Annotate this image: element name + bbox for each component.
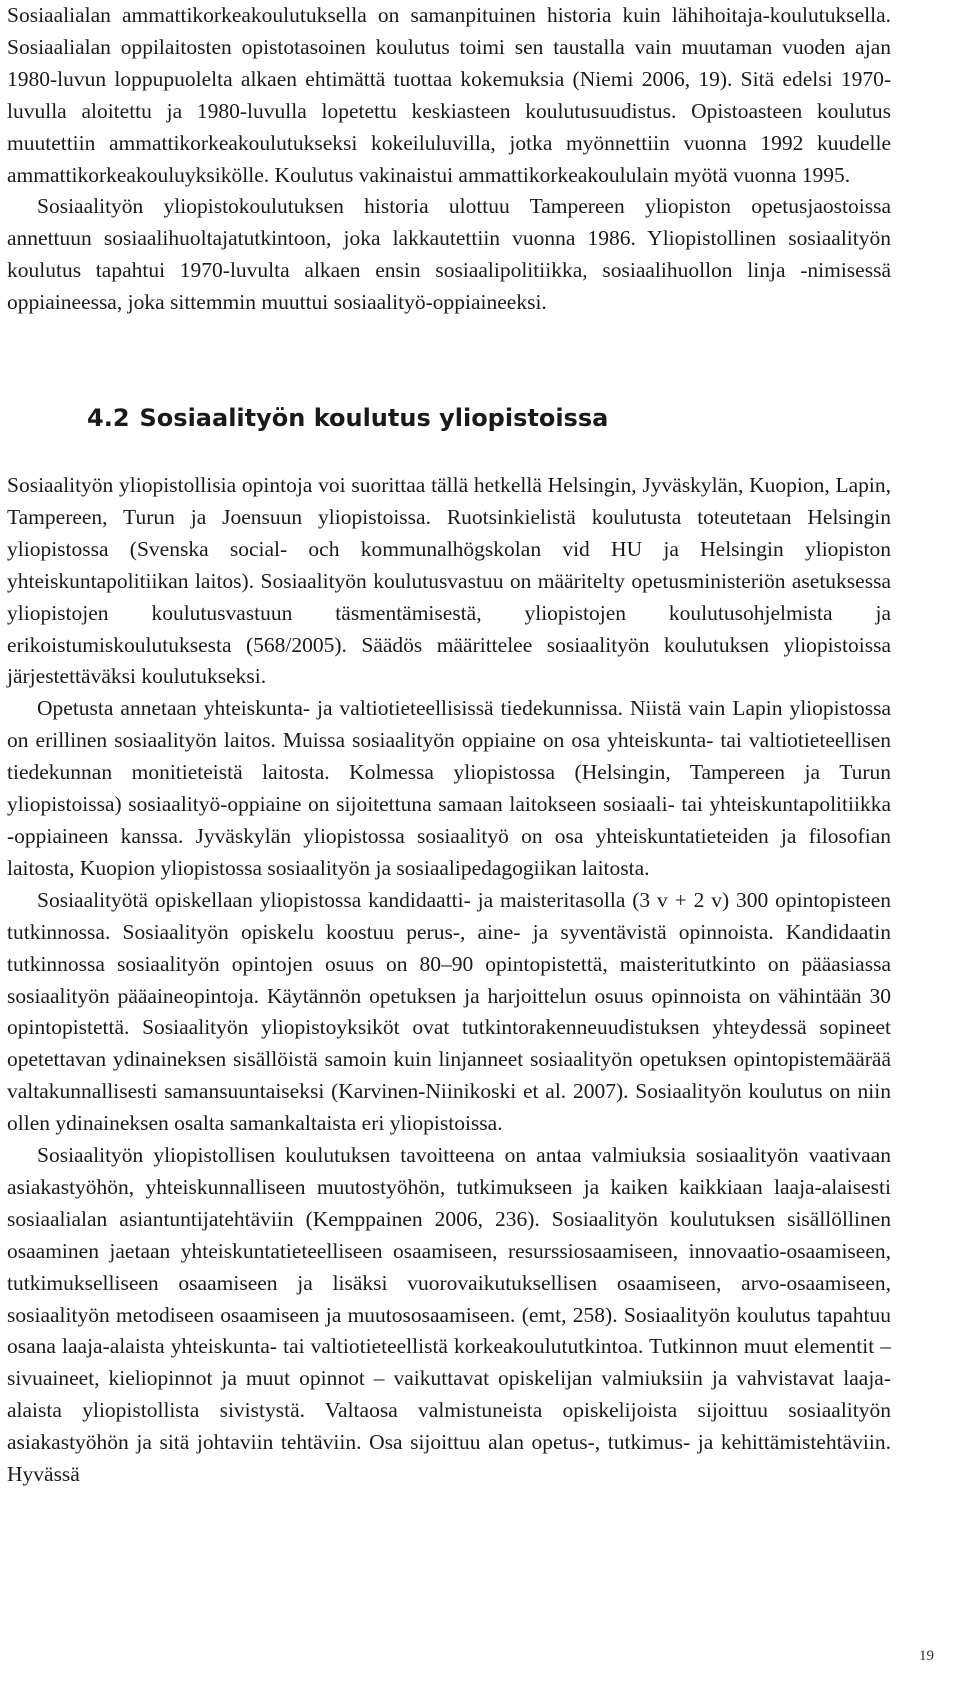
section-number: 4.2 — [87, 404, 130, 432]
section-title: Sosiaalityön koulutus yliopistoissa — [139, 404, 609, 432]
paragraph: Sosiaalityötä opiskellaan yliopistossa kandidaatti- ja maisteritasolla (3 v + 2 v) 300 opintopisteen tutkinnossa. Sosiaalityön opiskelu koostuu perus-, aine- ja syventävistä opinnoista. Kandidaatin tutkinnossa sosiaalityön opintojen osuus on 80–90 opintopistettä, maisteritutkinto on pääasiassa sosiaalityön pääaineopintoja. Käytännön opetuksen ja harjoittelun osuus opinnoista on vähintään 30 opintopistettä. Sosiaalityön yliopistoyksiköt ovat tutkintorakenneuudistuksen yhteydessä sopineet opetettavan ydinaineksen sisällöistä samoin kuin linjanneet sosiaalityön opetuksen opintopistemäärää valtakunnallisesti samansuuntaiseksi (Karvinen-Niinikoski et al. 2007). Sosiaalityön koulutus on niin ollen ydinaineksen osalta samankaltaista eri yliopistoissa. — [7, 887, 891, 1136]
page-number: 19 — [919, 1648, 934, 1664]
paragraph: Sosiaalityön yliopistokoulutuksen historia ulottuu Tampereen yliopiston opetusjaostoissa annettuun sosiaalihuoltajatutkintoon, joka lakkautettiin vuonna 1986. Yliopistollinen sosiaalityön koulutus tapahtui 1970-luvulta alkaen ensin sosiaalipolitiikka, sosiaalihuollon linja -nimisessä oppiaineessa, joka sittemmin muuttui sosiaalityö-oppiaineeksi. — [7, 194, 891, 315]
paragraph: Sosiaalialan ammattikorkeakoulutuksella on samanpituinen historia kuin lähihoitaja-koulutuksella. Sosiaalialan oppilaitosten opistotasoinen koulutus toimi sen taustalla vain muutaman vuoden ajan 1980-luvun loppupuolelta alkaen ehtimättä tuottaa kokemuksia (Niemi 2006, 19). Sitä edelsi 1970-luvulla aloitettu ja 1980-luvulla lopetettu keskiasteen koulutusuudistus. Opistoasteen koulutus muutettiin ammattikorkeakoulutukseksi kokeiluluvilla, jotka myönnettiin vuonna 1992 kuudelle ammattikorkeakouluyksikölle. Koulutus vakinaistui ammattikorkeakoululain myötä vuonna 1995. — [7, 3, 891, 187]
paragraph: Sosiaalityön yliopistollisen koulutuksen tavoitteena on antaa valmiuksia sosiaalityön vaativaan asiakastyöhön, yhteiskunnalliseen muutostyöhön, tutkimukseen ja kaiken kaikkiaan laaja-alaisesti sosiaalialan asiantuntijatehtäviin (Kemppainen 2006, 236). Sosiaalityön koulutuksen sisällöllinen osaaminen jaetaan yhteiskuntatieteelliseen osaamiseen, resurssiosaamiseen, innovaatio-osaamiseen, tutkimukselliseen osaamiseen ja lisäksi vuorovaikutuksellisen osaamiseen, arvo-osaamiseen, sosiaalityön metodiseen osaamiseen ja muutososaamiseen. (emt, 258). Sosiaalityön koulutus tapahtuu osana laaja-alaista yhteiskunta- tai valtiotieteellistä korkeakoulututkintoa. Tutkinnon muut elementit – sivuaineet, kieliopinnot ja muut opinnot – vaikuttavat opiskelijan valmiuksiin ja vahvistavat laaja-alaista yliopistollista sivistystä. Valtaosa valmistuneista opiskelijoista sijoittuu sosiaalityön asiakastyöhön ja sitä johtaviin tehtäviin. Osa sijoittuu alan opetus-, tutkimus- ja kehittämistehtäviin. Hyvässä — [7, 1143, 891, 1487]
section-body — [7, 470, 891, 1491]
section-heading — [87, 403, 608, 433]
paragraph: Opetusta annetaan yhteiskunta- ja valtiotieteellisissä tiedekunnissa. Niistä vain Lapin yliopistossa on erillinen sosiaalityön laitos. Muissa sosiaalityön oppiaine on osa yhteiskunta- tai valtiotieteellisen tiedekunnan monitieteistä laitosta. Kolmessa yliopistossa (Helsingin, Tampereen ja Turun yliopistoissa) sosiaalityö-oppiaine on sijoitettuna samaan laitokseen sosiaali- tai yhteiskuntapolitiikka -oppiaineen kanssa. Jyväskylän yliopistossa sosiaalityö on osa yhteiskuntatieteiden ja filosofian laitosta, Kuopion yliopistossa sosiaalityön ja sosiaalipedagogiikan laitosta. — [7, 696, 891, 880]
paragraph: Sosiaalityön yliopistollisia opintoja voi suorittaa tällä hetkellä Helsingin, Jyväskylän, Kuopion, Lapin, Tampereen, Turun ja Joensuun yliopistoissa. Ruotsinkielistä koulutusta toteutetaan Helsingin yliopistossa (Svenska social- och kommunalhögskolan vid HU ja Helsingin yliopiston yhteiskuntapolitiikan laitos). Sosiaalityön koulutusvastuu on määritelty opetusministeriön asetuksessa yliopistojen koulutusvastuun täsmentämisestä, yliopistojen koulutusohjelmista ja erikoistumiskoulutuksesta (568/2005). Säädös määrittelee sosiaalityön koulutuksen yliopistoissa järjestettäväksi koulutukseksi. — [7, 473, 891, 689]
intro-text — [7, 0, 891, 319]
